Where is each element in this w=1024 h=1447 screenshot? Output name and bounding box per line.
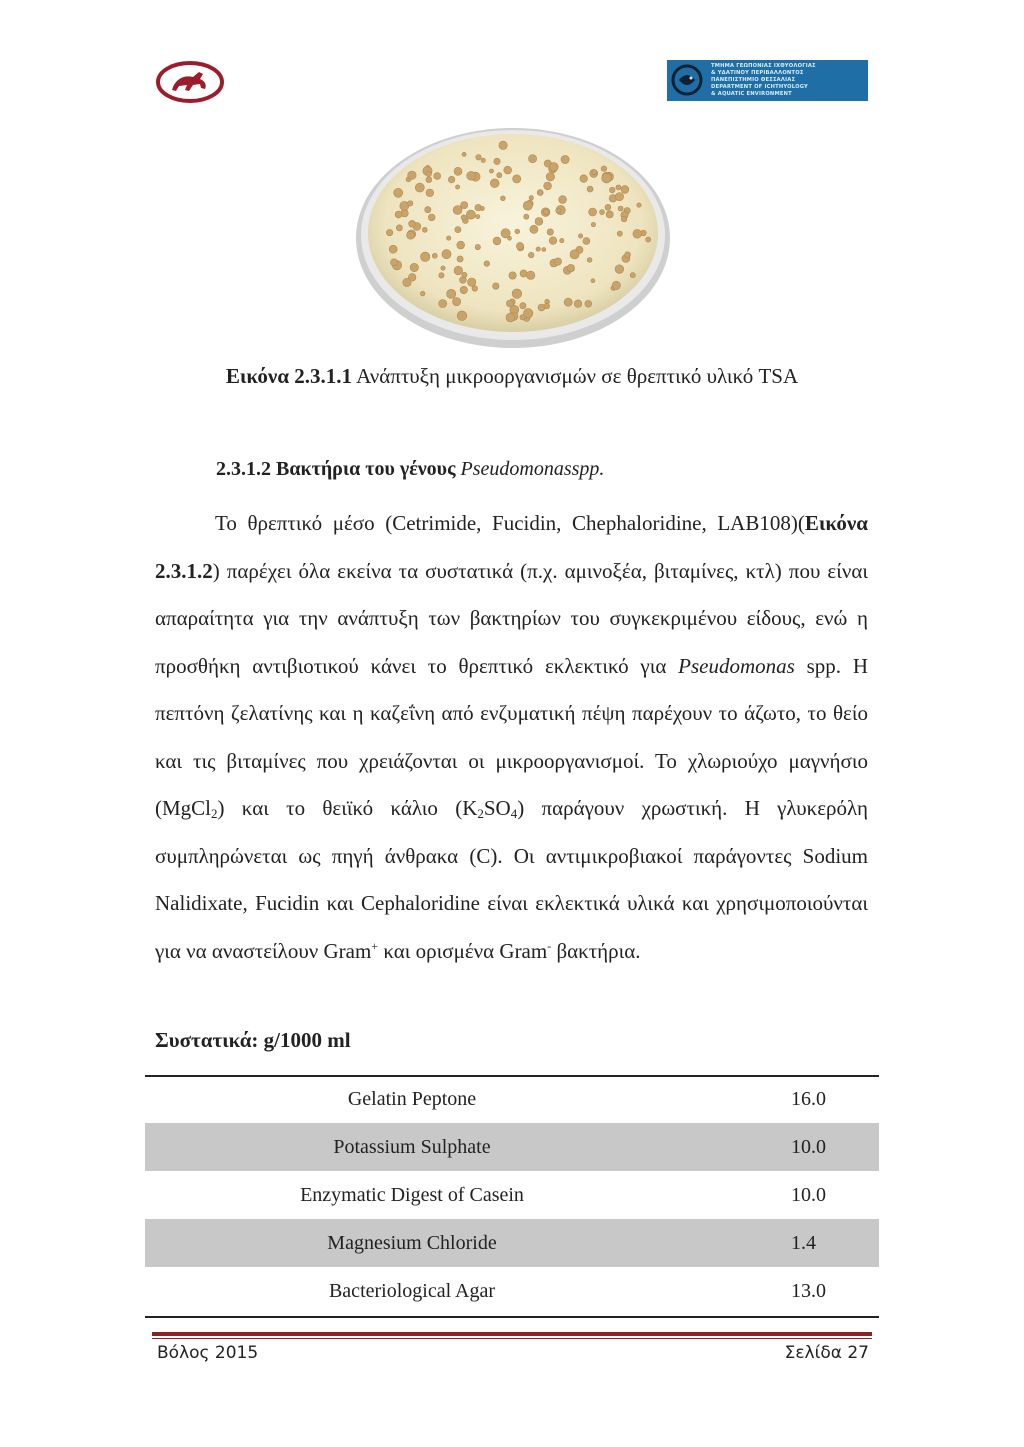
bacterial-colony (592, 170, 597, 175)
bacterial-colony (468, 278, 476, 286)
bacterial-colony (617, 231, 622, 236)
bacterial-colony (591, 279, 595, 283)
bacterial-colony (454, 266, 463, 275)
ingredient-name: Gelatin Peptone (347, 1087, 477, 1110)
bacterial-colony (493, 283, 499, 289)
bacterial-colony (428, 214, 435, 221)
table-row (145, 1075, 879, 1123)
bacterial-colony (461, 215, 466, 220)
ingredient-value: 10.0 (679, 1123, 879, 1171)
bacterial-colony (432, 253, 437, 258)
bacterial-colony (536, 247, 540, 251)
bacterial-colony (578, 234, 582, 238)
bacterial-colony (506, 300, 513, 307)
para-text: Το θρεπτικό μέσο (Cetrimide, Fucidin, Chephaloridine, LAB108)( (215, 511, 805, 535)
section-number: 2.3.1.2 Βακτήρια του γένους (216, 458, 461, 480)
bacterial-colony (484, 261, 490, 267)
bacterial-colony (564, 298, 572, 306)
bacterial-colony (475, 244, 480, 249)
ingredient-value: 1.4 (679, 1219, 879, 1267)
table-row (145, 1219, 879, 1267)
para-text: ) παρέχει όλα εκείνα τα συστατικά (π.χ. αμινοξέα, βιταμίνες, κτλ) που είναι απαραίτητα για την ανάπτυξη των βακτηρίων του συγκεκριμένου είδους, ενώ η προσθήκη αντιβιοτικού κάνει το θρεπτικό εκλεκτικό για (155, 558, 868, 678)
subscript: 4 (510, 806, 518, 821)
footer-rule-thin (152, 1338, 872, 1339)
bacterial-colony (559, 196, 567, 204)
bacterial-colony (490, 179, 499, 188)
bacterial-colony (556, 208, 561, 213)
bacterial-colony (546, 173, 554, 181)
bacterial-colony (528, 252, 534, 258)
bacterial-colony (547, 229, 553, 235)
bacterial-colony (543, 209, 549, 215)
bacterial-colony (537, 190, 543, 196)
footer-rule (152, 1332, 872, 1336)
section-heading (216, 458, 604, 481)
bacterial-colony (549, 237, 557, 245)
figure-caption-text: Ανάπτυξη μικροοργανισμών σε θρεπτικό υλικό TSA (352, 364, 799, 388)
bacterial-colony (646, 237, 651, 242)
ingredient-name: Bacteriological Agar (328, 1279, 496, 1302)
bacterial-colony (457, 311, 467, 321)
bacterial-colony (421, 252, 430, 261)
bacterial-colony (542, 248, 546, 252)
bacterial-colony (513, 175, 521, 183)
bacterial-colony (456, 185, 460, 189)
bacterial-colony (409, 220, 416, 227)
figure-reference: Εικόνα 2.3.1.2 (155, 511, 868, 583)
bacterial-colony (616, 185, 621, 190)
ingredient-value: 10.0 (791, 1183, 826, 1206)
bacterial-colony (520, 303, 526, 309)
bacterial-colony (530, 225, 538, 233)
bacterial-colony (426, 189, 434, 197)
ingredient-name: Magnesium Chloride (145, 1219, 679, 1267)
table-row (145, 1123, 879, 1171)
bacterial-colony (606, 211, 613, 218)
bacterial-colony (439, 273, 444, 278)
bacterial-colony (524, 214, 529, 219)
bacterial-colony (615, 265, 624, 274)
bacterial-colony (394, 188, 403, 197)
ingredients-table (145, 1075, 879, 1315)
superscript: - (547, 938, 552, 953)
bacterial-colony (415, 183, 424, 192)
bacterial-colony (408, 171, 416, 179)
figure-caption (0, 364, 1024, 389)
bacterial-colony (509, 272, 516, 279)
para-text: SO (483, 796, 511, 820)
university-logo-icon (155, 60, 225, 104)
bacterial-colony (476, 155, 482, 161)
bacterial-colony (457, 256, 463, 262)
bacterial-colony (523, 201, 532, 210)
bacterial-colony (508, 236, 512, 240)
bacterial-colony (601, 166, 607, 172)
bacterial-colony (605, 204, 611, 210)
bacterial-colony (467, 171, 476, 180)
bacterial-colony (447, 236, 451, 240)
bacterial-colony (549, 163, 558, 172)
bacterial-colony (426, 177, 432, 183)
bacterial-colony (615, 193, 623, 201)
bacterial-colony (410, 263, 418, 271)
department-logo (667, 60, 868, 101)
footer-location-year: Βόλος 2015 (157, 1343, 259, 1363)
petri-dish-image (353, 120, 673, 350)
bacterial-colony (499, 141, 507, 149)
ingredient-name: Enzymatic Digest of Casein (300, 1183, 524, 1206)
bacterial-colony (544, 182, 552, 190)
bacterial-colony (602, 173, 612, 183)
bacterial-colony (621, 216, 627, 222)
bacterial-colony (408, 201, 413, 206)
bacterial-colony (570, 250, 579, 259)
bacterial-colony (583, 238, 590, 245)
bacterial-colony (489, 169, 493, 173)
bacterial-colony (447, 289, 456, 298)
bacterial-colony (403, 278, 411, 286)
bacterial-colony (633, 229, 642, 238)
bacterial-colony (504, 166, 512, 174)
bacterial-colony (501, 196, 506, 201)
bacterial-colony (455, 227, 461, 233)
bacterial-colony (520, 270, 527, 277)
footer-page-number: Σελίδα 27 (784, 1343, 869, 1363)
section-genus: Pseudomonasspp. (460, 458, 605, 480)
bacterial-colony (420, 291, 425, 296)
table-bottom-rule (145, 1316, 879, 1318)
bacterial-colony (476, 215, 480, 219)
para-text: ) παράγουν χρωστική. Η γλυκερόλη συμπληρώνεται ως πηγή άνθρακα (C). Οι αντιμικροβιακοί παράγοντες Sodium Nalidixate, Fucidin και Cephaloridine είναι εκλεκτικά υλικά και χρησιμοποιούνται για να αναστείλουν Gram (155, 796, 868, 963)
bacterial-colony (425, 207, 431, 213)
bacterial-colony (637, 203, 641, 207)
para-text: βακτήρια. (551, 938, 641, 963)
bacterial-colony (561, 155, 569, 163)
figure-caption-label: Εικόνα 2.3.1.1 (225, 364, 353, 388)
para-text: ) και το θειϊκό κάλιο (K (217, 796, 478, 820)
bacterial-colony (426, 171, 431, 176)
bacterial-colony (567, 264, 575, 272)
superscript: + (371, 938, 379, 953)
bacterial-colony (389, 245, 397, 253)
bacterial-colony (600, 210, 605, 215)
bacterial-colony (591, 222, 595, 226)
bacterial-colony (529, 155, 537, 163)
bacterial-colony (462, 272, 467, 277)
bacterial-colony (422, 227, 427, 232)
bacterial-colony (442, 250, 451, 259)
genus-name: Pseudomonas (678, 653, 795, 678)
ingredient-value: 16.0 (791, 1087, 826, 1110)
bacterial-colony (589, 208, 597, 216)
bacterial-colony (472, 286, 478, 292)
bacterial-colony (535, 218, 543, 226)
ingredients-heading: Συστατικά: g/1000 ml (155, 1028, 351, 1052)
bacterial-colony (439, 300, 447, 308)
bacterial-colony (454, 167, 462, 175)
bacterial-colony (625, 252, 631, 258)
bacterial-colony (618, 206, 623, 211)
bacterial-colony (630, 273, 635, 278)
bacterial-colony (527, 271, 535, 279)
bacterial-colony (506, 313, 515, 322)
bacterial-colony (516, 242, 523, 249)
bacterial-colony (461, 202, 468, 209)
bacterial-colony (386, 229, 392, 235)
table-row (145, 1171, 879, 1219)
bacterial-colony (460, 286, 467, 293)
bacterial-colony (529, 196, 533, 200)
bacterial-colony (457, 241, 465, 249)
department-logo-text: ΤΜΗΜΑ ΓΕΩΠΟΝΙΑΣ ΙΧΘΥΟΛΟΓΙΑΣ & ΥΔΑΤΙΝΟΥ ΠΕΡΙΒΑΛΛΟΝΤΟΣ ΠΑΝΕΠΙΣΤΗΜΙΟ ΘΕΣΣΑΛΙΑΣ DEPARTMENT OF ICHTHYOLOGY & AQUATIC ENVIRONMENT (711, 63, 816, 97)
bacterial-colony (612, 281, 620, 289)
ingredient-name: Potassium Sulphate (145, 1123, 679, 1171)
bacterial-colony (396, 225, 402, 231)
bacterial-colony (587, 258, 592, 263)
bacterial-colony (621, 186, 629, 194)
bacterial-colony (585, 300, 592, 307)
bacterial-colony (524, 309, 533, 318)
bacterial-colony (554, 258, 561, 265)
bacterial-colony (407, 231, 415, 239)
para-text: και ορισμένα Gram (378, 938, 548, 963)
bacterial-colony (544, 303, 550, 309)
body-paragraph (155, 500, 868, 975)
fish-emblem-icon (667, 60, 707, 101)
bacterial-colony (395, 211, 402, 218)
bacterial-colony (494, 158, 500, 164)
table-top-rule (145, 1075, 879, 1077)
bacterial-colony (448, 176, 455, 183)
bacterial-colony (580, 175, 588, 183)
bacterial-colony (453, 298, 461, 306)
bacterial-colony (466, 210, 475, 219)
bacterial-colony (610, 187, 616, 193)
bacterial-colony (391, 259, 398, 266)
bacterial-colony (481, 158, 485, 162)
subscript: 2 (477, 806, 484, 821)
bacterial-colony (512, 289, 522, 299)
bacterial-colony (493, 237, 501, 245)
bacterial-colony (480, 206, 484, 210)
subscript: 2 (211, 806, 218, 821)
bacterial-colony (441, 266, 445, 270)
ingredient-value: 13.0 (791, 1279, 826, 1302)
bacterial-colony (462, 152, 466, 156)
bacterial-colony (434, 173, 441, 180)
para-text: spp. Η πεπτόνη ζελατίνης και η καζεΐνη από ενζυματική πέψη παρέχουν το άζωτο, το θείο και τις βιταμίνες που χρειάζονται οι μικροοργανισμοί. Το χλωριούχο μαγνήσιο (MgCl (155, 653, 868, 820)
bacterial-colony (497, 173, 502, 178)
bacterial-colony (574, 300, 582, 308)
bacterial-colony (587, 186, 593, 192)
bacterial-colony (560, 238, 564, 242)
bacterial-colony (515, 229, 520, 234)
table-row (145, 1267, 879, 1315)
